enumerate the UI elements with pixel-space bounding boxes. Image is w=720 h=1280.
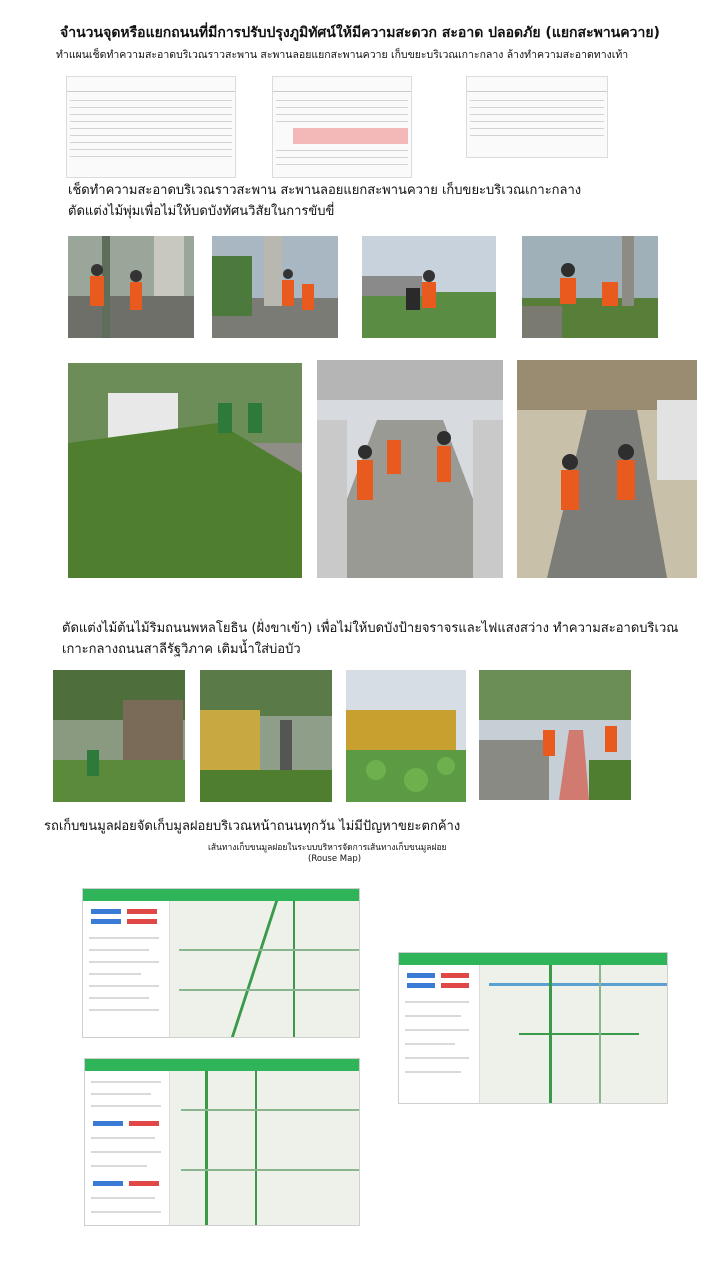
section3-caption: รถเก็บขนมูลฝอยจัดเก็บมูลฝอยบริเวณหน้าถนนทุกวัน ไม่มีปัญหาขยะตกค้าง	[44, 819, 461, 834]
section2-caption-line1: ตัดแต่งไม้ต้นไม้ริมถนนพหลโยธิน (ฝั่งขาเข้า) เพื่อไม่ให้บดบังป้ายจราจรและไฟแสงสว่าง ทำความสะอาดบริเวณ	[62, 621, 679, 636]
section2-caption-line2: เกาะกลางถนนสาลีรัฐวิภาค เติมน้ำใส่บ่อบัว	[62, 642, 301, 657]
route-title: เส้นทางเก็บขนมูลฝอยในระบบบริหารจัดการเส้นทางเก็บขนมูลฝอย	[208, 843, 447, 853]
schedule-sheet-1	[66, 76, 236, 178]
photo-skywalk-cleaning	[317, 360, 503, 578]
photo-lotus-pond	[346, 670, 466, 802]
photo-median-cleaning	[479, 670, 631, 800]
photo-median-garbage	[362, 236, 496, 338]
route-map-2	[398, 952, 668, 1104]
photo-stairs-cleaning	[517, 360, 697, 578]
page-title: จำนวนจุดหรือแยกถนนที่มีการปรับปรุงภูมิทัศน์ให้มีความสะดวก สะอาด ปลอดภัย (แยกสะพานควาย)	[60, 25, 660, 41]
schedule-sheet-2	[272, 76, 412, 178]
photo-tree-trimming-1	[53, 670, 185, 802]
section1-caption-line1: เช็ดทำความสะอาดบริเวณราวสะพาน สะพานลอยแยกสะพานควาย เก็บขยะบริเวณเกาะกลาง	[68, 183, 582, 198]
route-map-3	[84, 1058, 360, 1226]
photo-hedge-trimming	[68, 363, 302, 578]
page-subtitle: ทำแผนเช็ดทำความสะอาดบริเวณราวสะพาน สะพานลอยแยกสะพานควาย เก็บขยะบริเวณเกาะกลาง ล้างทำความสะอาดทางเท้า	[56, 49, 629, 61]
section1-caption-line2: ตัดแต่งไม้พุ่มเพื่อไม่ให้บดบังทัศนวิสัยในการขับขี่	[68, 204, 335, 219]
section2-caption	[62, 618, 678, 660]
photo-tree-trimming-2	[200, 670, 332, 802]
section1-caption	[68, 180, 581, 222]
route-subtitle: (Rouse Map)	[308, 854, 362, 864]
photo-cleaning-railing-1	[68, 236, 194, 338]
photo-shrub-trimming	[522, 236, 658, 338]
photo-cleaning-railing-2	[212, 236, 338, 338]
route-map-1	[82, 888, 360, 1038]
schedule-sheet-3	[466, 76, 608, 158]
